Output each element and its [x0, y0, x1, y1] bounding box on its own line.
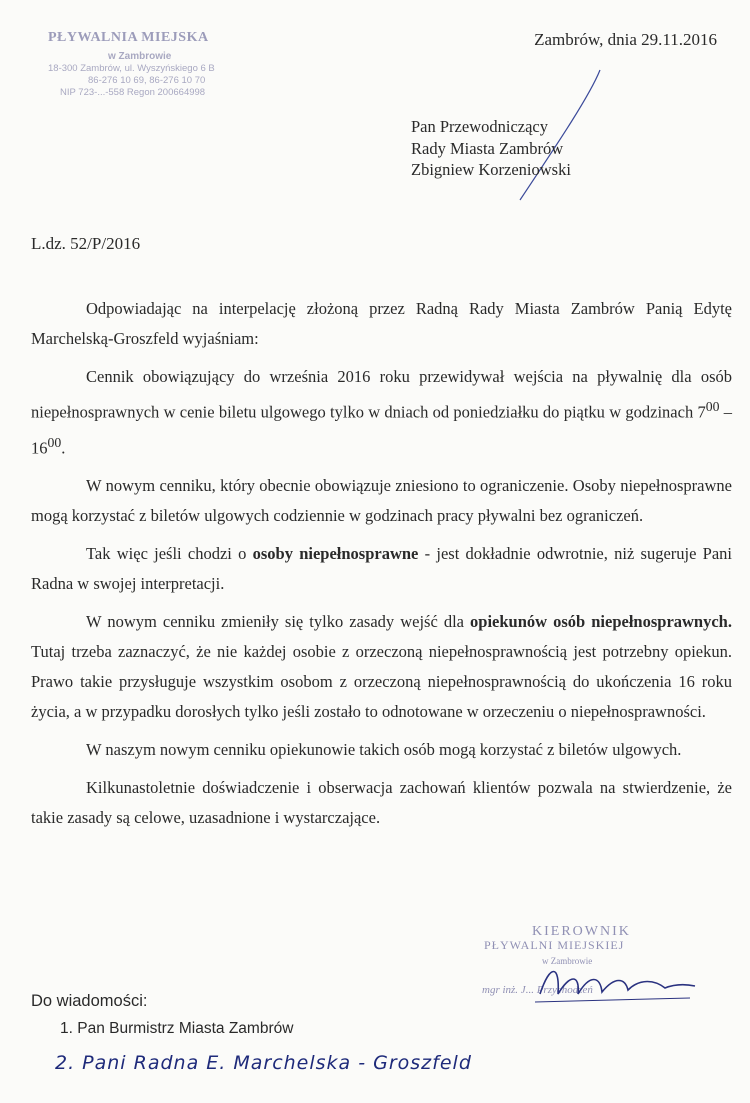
paragraph-4-text-a: Tak więc jeśli chodzi o [86, 544, 253, 563]
stamp-line-4: NIP 723-...-558 Regon 200664998 [60, 87, 206, 98]
paragraph-2-end: . [61, 438, 66, 457]
distribution-item: 1. Pan Burmistrz Miasta Zambrów [60, 1020, 294, 1037]
time-start-superscript: 00 [705, 399, 720, 414]
distribution-heading: Do wiadomości: [31, 992, 148, 1010]
signature-stamp-name: mgr inż. J... Przychodzeń [482, 984, 593, 996]
addressee-line-3: Zbigniew Korzeniowski [411, 160, 571, 179]
stamp-line-1: w Zambrowie [108, 51, 172, 62]
signature-stamp [470, 924, 710, 1024]
stamp-line-3: 86-276 10 69, 86-276 10 70 [88, 75, 206, 86]
paragraph-1: Odpowiadając na interpelację złożoną przez Radną Rady Miasta Zambrów Panią Edytę Marchelską-Groszfeld wyjaśniam: [31, 299, 732, 348]
reference-number: L.dz. 52/P/2016 [31, 234, 141, 253]
place-date: Zambrów, dnia 29.11.2016 [534, 30, 717, 49]
addressee-line-1: Pan Przewodniczący [411, 117, 548, 136]
handwritten-signature [530, 954, 700, 1014]
handwritten-note: 2. Pani Radna E. Marchelska - Groszfeld [55, 1052, 472, 1074]
paragraph-3: W nowym cenniku, który obecnie obowiązuje zniesiono to ograniczenie. Osoby niepełnosprawne mogą korzystać z biletów ulgowych codziennie w godzinach pracy pływalni bez ograniczeń. [31, 476, 732, 525]
signature-stamp-title: KIEROWNIK [532, 924, 631, 939]
paragraph-6: W naszym nowym cenniku opiekunowie takich osób mogą korzystać z biletów ulgowych. [86, 740, 682, 759]
paragraph-5-text-b: Tutaj trzeba zaznaczyć, że nie każdej osobie z orzeczoną niepełnosprawnością jest potrzebny opiekun. Prawo takie przysługuje wszystkim osobom z orzeczoną niepełnosprawnością do ukończenia 16 roku życia, a w przypadku dorosłych tylko jeśli zostało to odnotowane w orzeczeniu o niepełnosprawności. [31, 642, 732, 721]
distribution-list [60, 1020, 293, 1038]
time-dash: – 16 [31, 402, 733, 457]
letter-body [31, 294, 732, 841]
addressee-block [411, 116, 571, 181]
paragraph-2-text: Cennik obowiązujący do września 2016 roku przewidywał wejścia na pływalnię dla osób niepełnosprawnych w cenie biletu ulgowego tylko w dniach od poniedziałku do piątku w godzinach 7 [31, 367, 732, 422]
addressee-line-2: Rady Miasta Zambrów [411, 138, 564, 158]
paragraph-5-bold: opiekunów osób niepełnosprawnych. [470, 612, 732, 631]
stamp-line-2: 18-300 Zambrów, ul. Wyszyńskiego 6 B [48, 63, 215, 74]
paragraph-4-bold: osoby niepełnosprawne [252, 544, 419, 563]
paragraph-4-text-b: - jest dokładnie odwrotnie, niż sugeruje Pani Radna w swojej interpretacji. [31, 544, 732, 593]
stamp-title: PŁYWALNIA MIEJSKA [48, 30, 209, 45]
paragraph-7: Kilkunastoletnie doświadczenie i obserwacja zachowań klientów pozwala na stwierdzenie, że takie zasady są celowe, uzasadnione i wystarczające. [31, 778, 732, 827]
paragraph-4 [31, 539, 732, 599]
signature-stamp-place: w Zambrowie [542, 956, 593, 966]
pen-stroke-decoration [0, 0, 750, 260]
paragraph-5-text-a: W nowym cenniku zmieniły się tylko zasady wejść dla [86, 612, 471, 631]
time-end-superscript: 00 [47, 434, 62, 450]
paragraph-5 [31, 607, 732, 727]
signature-stamp-org: PŁYWALNI MIEJSKIEJ [484, 938, 625, 952]
paragraph-2 [31, 362, 732, 463]
